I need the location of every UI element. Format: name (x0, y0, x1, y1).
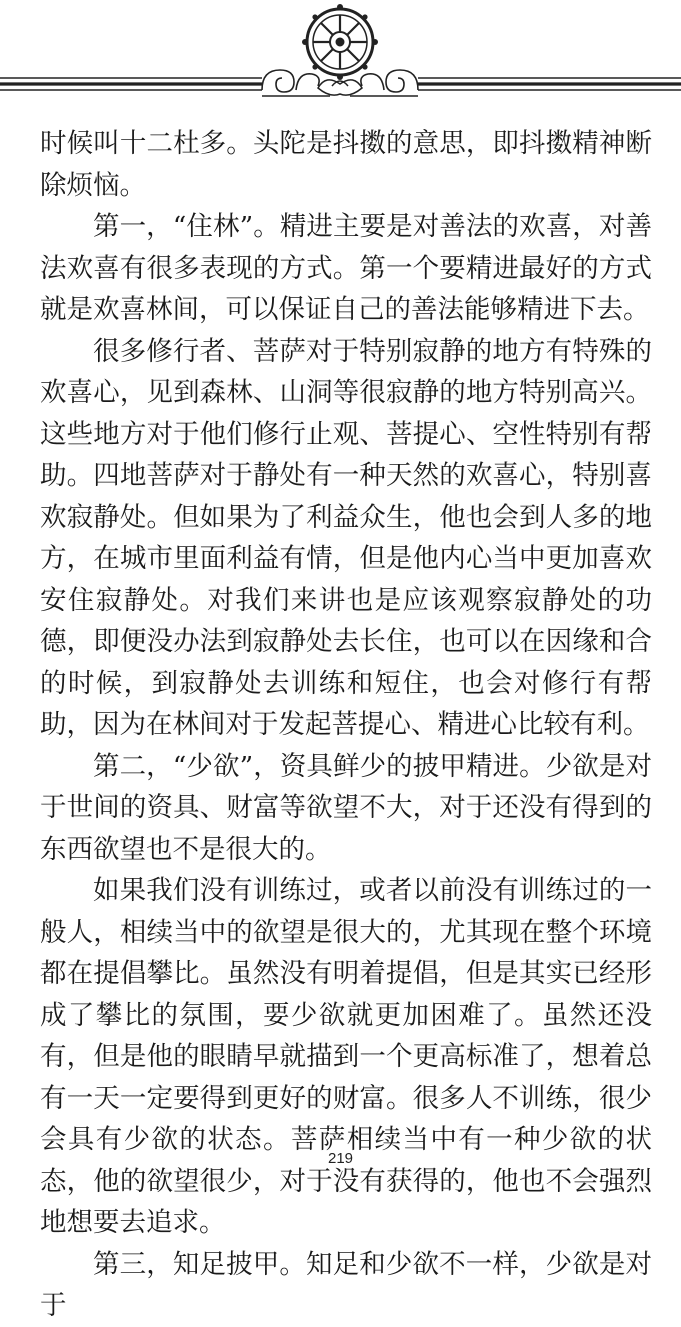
page-number: 219 (327, 1150, 354, 1167)
paragraph: 第三，知足披甲。知足和少欲不一样，少欲是对于 (40, 1248, 652, 1321)
lotus-base-icon (318, 80, 362, 95)
paragraph: 第二，“少欲”，资具鲜少的披甲精进。少欲是对于世间的资具、财富等欲望不大，对于还没有得到的东西欲望也不是很大的。 (40, 750, 652, 865)
dharma-wheel-icon (302, 4, 378, 80)
paragraph: 如果我们没有训练过，或者以前没有训练过的一般人，相续当中的欲望是很大的，尤其现在整个环境都在提倡攀比。虽然没有明着提倡，但是其实已经形成了攀比的氛围，要少欲就更加困难了。虽然还没有，但是他的眼睛早就描到一个更高标准了，想着总有一天一定要得到更好的财富。很多人不训练，很少会具有少欲的状态。菩萨相续当中有一种少欲的状态，他的欲望很少，对于没有获得的，他也不会强烈地想要去追求。 (40, 875, 652, 1238)
paragraph: 很多修行者、菩萨对于特别寂静的地方有特殊的欢喜心，见到森林、山洞等很寂静的地方特别高兴。这些地方对于他们修行止观、菩提心、空性特别有帮助。四地菩萨对于静处有一种天然的欢喜心，特别喜欢寂静处。但如果为了利益众生，他也会到人多的地方，在城市里面利益有情，但是他内心当中更加喜欢安住寂静处。对我们来讲也是应该观察寂静处的功德，即便没办法到寂静处去长住，也可以在因缘和合的时候，到寂静处去训练和短住，也会对修行有帮助，因为在林间对于发起菩提心、精进心比较有利。 (40, 335, 652, 740)
cloud-right-icon (350, 70, 418, 96)
body-text (40, 123, 652, 1327)
cloud-left-icon (262, 70, 330, 96)
paragraph: 时候叫十二杜多。头陀是抖擞的意思，即抖擞精神断除烦恼。 (40, 128, 652, 201)
header-border (0, 0, 681, 110)
paragraph: 第一，“住林”。精进主要是对善法的欢喜，对善法欢喜有很多表现的方式。第一个要精进最好的方式就是欢喜林间，可以保证自己的善法能够精进下去。 (40, 211, 652, 325)
page-header-ornament (0, 0, 681, 110)
